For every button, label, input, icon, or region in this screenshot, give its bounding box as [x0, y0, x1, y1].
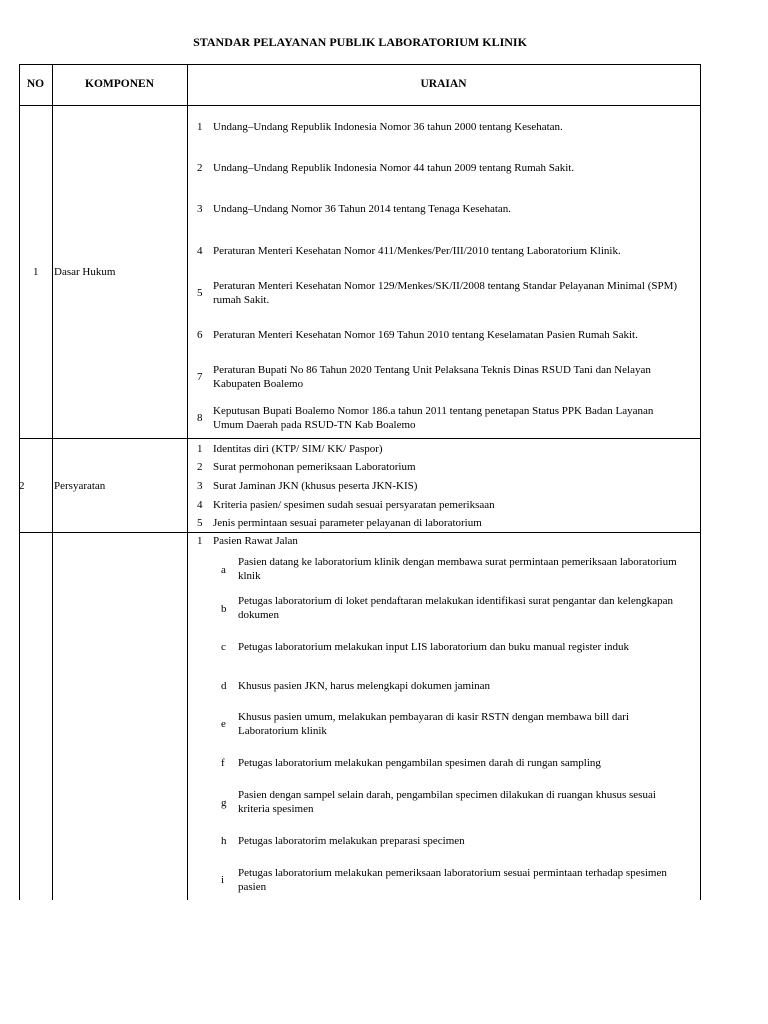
header-uraian: URAIAN — [420, 78, 467, 90]
row2-komponen: Persyaratan — [54, 480, 106, 492]
row1-item3-text: Undang–Undang Nomor 36 Tahun 2014 tentang Tenaga Kesehatan. — [213, 203, 512, 215]
row1-item5-num: 5 — [197, 287, 203, 299]
row2-item1-num: 1 — [197, 443, 203, 455]
row3-sub-e-text: Khusus pasien umum, melakukan pembayaran di kasir RSTN dengan membawa bill dari Laboratorium klinik — [238, 711, 630, 737]
row1-item7-text: Peraturan Bupati No 86 Tahun 2020 Tentang Unit Pelaksana Teknis Dinas RSUD Tani dan Nelayan Kabupaten Boalemo — [213, 364, 651, 390]
row3-sub-i-text: Petugas laboratorium melakukan pemeriksaan laboratorium sesuai permintaan terhadap spesimen pasien — [238, 867, 667, 893]
row1-item8-num: 8 — [197, 412, 203, 424]
row1-item6-num: 6 — [197, 329, 203, 341]
row1-item1-text: Undang–Undang Republik Indonesia Nomor 36 tahun 2000 tentang Kesehatan. — [213, 121, 563, 133]
row2-item5-num: 5 — [197, 517, 203, 529]
row3-sub-h-text: Petugas laboratorim melakukan preparasi specimen — [238, 835, 465, 847]
header-no: NO — [26, 78, 45, 90]
row2-no: 2 — [19, 480, 25, 492]
header-bottom-border — [19, 105, 701, 106]
row1-item2-text: Undang–Undang Republik Indonesia Nomor 44 tahun 2009 tentang Rumah Sakit. — [213, 162, 575, 174]
row3-sub-f-letter: f — [221, 757, 225, 769]
table-right-border — [700, 64, 701, 900]
row2-item2-num: 2 — [197, 461, 203, 473]
header-komponen: KOMPONEN — [85, 78, 154, 90]
row1-item8-text: Keputusan Bupati Boalemo Nomor 186.a tahun 2011 tentang penetapan Status PPK Badan Layanan Umum Daerah pada RSUD-TN Kab Boalemo — [213, 405, 654, 431]
document-title: STANDAR PELAYANAN PUBLIK LABORATORIUM KLINIK — [193, 35, 527, 49]
row1-item3-num: 3 — [197, 203, 203, 215]
row1-bottom-border — [19, 438, 701, 439]
row3-sub-b-letter: b — [221, 603, 227, 615]
row2-bottom-border — [19, 532, 701, 533]
row3-section-num: 1 — [197, 535, 203, 547]
table-top-border — [19, 64, 701, 65]
row3-sub-f-text: Petugas laboratorium melakukan pengambilan spesimen darah di rungan sampling — [238, 757, 601, 769]
row1-item7-num: 7 — [197, 371, 203, 383]
row1-item4-num: 4 — [197, 245, 203, 257]
row3-sub-c-text: Petugas laboratorium melakukan input LIS laboratorium dan buku manual register induk — [238, 641, 630, 653]
row2-item5-text: Jenis permintaan sesuai parameter pelayanan di laboratorium — [213, 517, 482, 529]
row1-no: 1 — [33, 266, 39, 278]
row1-komponen: Dasar Hukum — [54, 266, 116, 278]
row3-sub-g-letter: g — [221, 797, 227, 809]
row1-item5-text: Peraturan Menteri Kesehatan Nomor 129/Menkes/SK/II/2008 tentang Standar Pelayanan Minimal (SPM) rumah Sakit. — [213, 280, 678, 306]
col-no-divider — [52, 64, 53, 900]
row2-item3-text: Surat Jaminan JKN (khusus peserta JKN-KIS) — [213, 480, 418, 492]
row3-sub-h-letter: h — [221, 835, 227, 847]
row3-sub-i-letter: i — [221, 874, 225, 886]
row2-item1-text: Identitas diri (KTP/ SIM/ KK/ Paspor) — [213, 443, 383, 455]
row3-sub-d-letter: d — [221, 680, 227, 692]
row3-section-text: Pasien Rawat Jalan — [213, 535, 298, 547]
row3-sub-a-text: Pasien datang ke laboratorium klinik dengan membawa surat permintaan pemeriksaan laboratorium klnik — [238, 556, 677, 582]
row2-item4-num: 4 — [197, 499, 203, 511]
row2-item4-text: Kriteria pasien/ spesimen sudah sesuai persyaratan pemeriksaan — [213, 499, 495, 511]
row1-item2-num: 2 — [197, 162, 203, 174]
row3-sub-g-text: Pasien dengan sampel selain darah, pengambilan specimen dilakukan di ruangan khusus sesuai kriteria spesimen — [238, 789, 656, 815]
row3-sub-d-text: Khusus pasien JKN, harus melengkapi dokumen jaminan — [238, 680, 491, 692]
row3-sub-e-letter: e — [221, 718, 226, 730]
col-komponen-divider — [187, 64, 188, 900]
row2-item2-text: Surat permohonan pemeriksaan Laboratorium — [213, 461, 416, 473]
row3-sub-b-text: Petugas laboratorium di loket pendaftaran melakukan identifikasi surat pengantar dan kelengkapan dokumen — [238, 595, 673, 621]
row1-item1-num: 1 — [197, 121, 203, 133]
row1-item6-text: Peraturan Menteri Kesehatan Nomor 169 Tahun 2010 tentang Keselamatan Pasien Rumah Sakit. — [213, 329, 638, 341]
row2-item3-num: 3 — [197, 480, 203, 492]
row3-sub-a-letter: a — [221, 564, 226, 576]
row3-sub-c-letter: c — [221, 641, 226, 653]
row1-item4-text: Peraturan Menteri Kesehatan Nomor 411/Menkes/Per/III/2010 tentang Laboratorium Klinik. — [213, 245, 621, 257]
